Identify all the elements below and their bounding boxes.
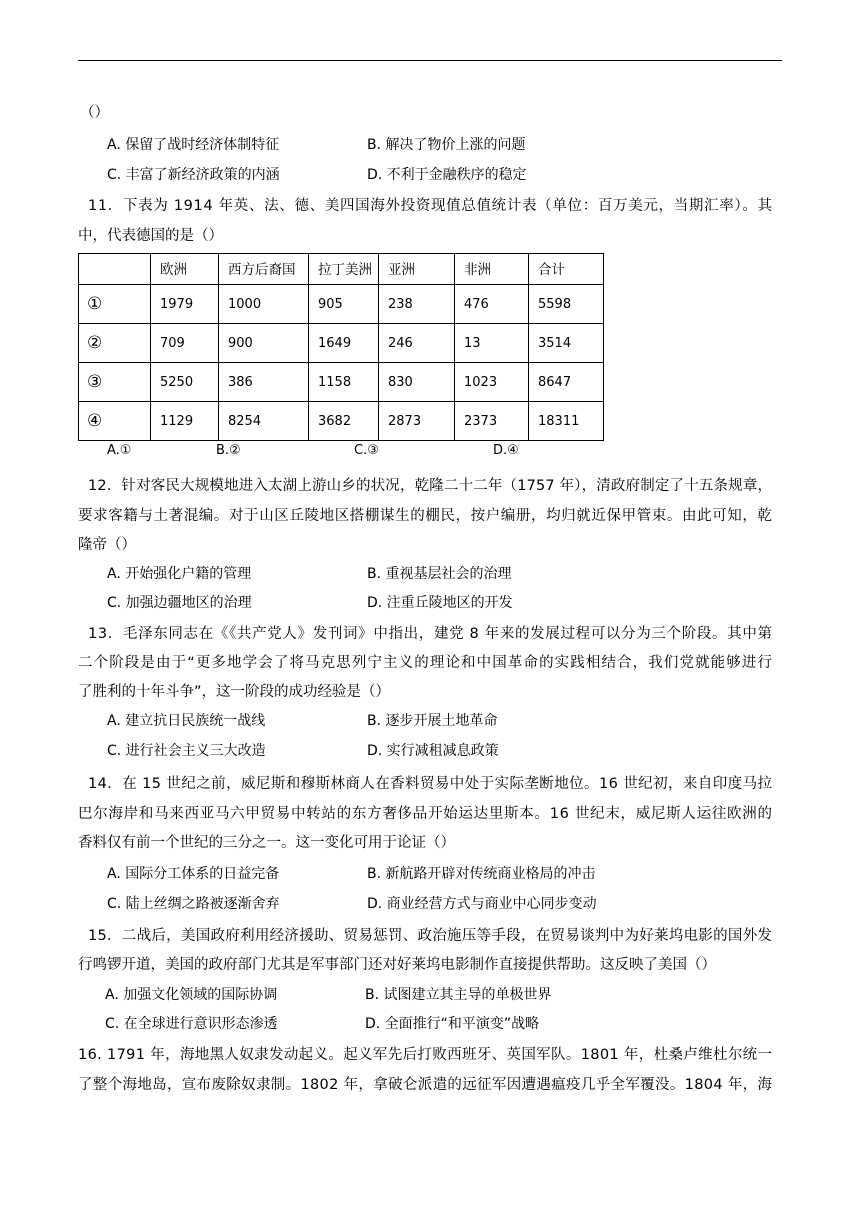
q13-stem-line-2: 二个阶段是由于“更多地学会了将马克思列宁主义的理论和中国革命的实践相结合，我们党就能够进行 [78,655,774,671]
table-cell: 238 [379,285,455,324]
q15-stem-line-1: 15．二战后，美国政府利用经济援助、贸易惩罚、政治施压等手段，在贸易谈判中为好莱坞电影的国外发 [88,928,773,944]
q15-option-c: C. 在全球进行意识形态渗透 [105,1016,278,1032]
table-cell: 18311 [529,402,604,441]
header-rule [78,60,782,61]
q14-stem-line-3: 香料仅有前一个世纪的三分之一。这一变化可用于论证（） [78,835,455,851]
table-row [79,363,604,402]
table-row [79,324,604,363]
table-row [79,402,604,441]
q14-option-c: C. 陆上丝绸之路被逐渐舍弃 [107,896,280,912]
table-cell: 709 [151,324,219,363]
table-cell: 246 [379,324,455,363]
q12-stem-line-2: 要求客籍与土著混编。对于山区丘陵地区搭棚谋生的棚民，按户编册，均归就近保甲管束。由此可知，乾 [78,508,773,524]
q14-option-d: D. 商业经营方式与商业中心同步变动 [367,896,597,912]
investment-table [78,253,604,441]
row-label-cell: ② [79,324,151,363]
q11-option-b: B.② [216,443,241,458]
table-header-cell: 合计 [529,254,604,285]
q11-option-d: D.④ [493,443,519,458]
q15-option-b: B. 试图建立其主导的单极世界 [365,987,552,1003]
table-cell: 476 [455,285,529,324]
q14-stem-line-2: 巴尔海岸和马来西亚马六甲贸易中转站的东方奢侈品开始运达里斯本。16 世纪末，威尼斯人运往欧洲的 [78,806,773,822]
table-cell: 386 [219,363,309,402]
table-cell: 830 [379,363,455,402]
row-label-cell: ④ [79,402,151,441]
table-cell: 1023 [455,363,529,402]
q15-option-a: A. 加强文化领域的国际协调 [105,987,278,1003]
q12-stem-line-1: 12．针对客民大规模地进入太湖上游山乡的状况，乾隆二十二年（1757 年），清政府制定了十五条规章， [88,478,773,494]
q11-stem-line-1: 11．下表为 1914 年英、法、德、美四国海外投资现值总值统计表（单位：百万美元，当期汇率）。其 [88,198,773,214]
table-header-cell: 亚洲 [379,254,455,285]
table-cell: 3514 [529,324,604,363]
q15-option-d: D. 全面推行“和平演变”战略 [365,1016,540,1032]
q12-option-a: A. 开始强化户籍的管理 [107,566,252,582]
table-cell: 1979 [151,285,219,324]
table-cell: 1158 [309,363,379,402]
q12-option-d: D. 注重丘陵地区的开发 [367,595,513,611]
q13-option-a: A. 建立抗日民族统一战线 [107,713,266,729]
q13-option-b: B. 逐步开展土地革命 [367,713,498,729]
table-cell: 1649 [309,324,379,363]
table-cell: 13 [455,324,529,363]
table-cell: 900 [219,324,309,363]
q13-option-d: D. 实行减租减息政策 [367,743,499,759]
table-cell: 5598 [529,285,604,324]
q10-option-a: A. 保留了战时经济体制特征 [107,137,280,153]
table-header-cell: 欧洲 [151,254,219,285]
row-label-cell: ① [79,285,151,324]
q13-stem-line-1: 13．毛泽东同志在《《共产党人》发刊词》中指出，建党 8 年来的发展过程可以分为三个阶段。其中第 [88,626,773,642]
table-cell: 1129 [151,402,219,441]
q10-option-c: C. 丰富了新经济政策的内涵 [107,167,280,183]
table-cell: 8647 [529,363,604,402]
q10-option-b: B. 解决了物价上涨的问题 [367,137,526,153]
table-cell: 2373 [455,402,529,441]
q12-option-b: B. 重视基层社会的治理 [367,566,512,582]
table-header-cell: 西方后裔国 [219,254,309,285]
table-header-cell: 拉丁美洲 [309,254,379,285]
q13-stem-line-3: 了胜利的十年斗争”，这一阶段的成功经验是（） [78,684,391,700]
table-cell: 5250 [151,363,219,402]
q10-stem-tail: （） [80,105,109,121]
row-label-cell: ③ [79,363,151,402]
table-cell: 8254 [219,402,309,441]
q10-option-d: D. 不利于金融秩序的稳定 [367,167,527,183]
q14-option-b: B. 新航路开辟对传统商业格局的冲击 [367,866,596,882]
q14-option-a: A. 国际分工体系的日益完备 [107,866,280,882]
q12-stem-line-3: 隆帝（） [78,537,136,553]
q15-stem-line-2: 行鸣锣开道，美国的政府部门尤其是军事部门还对好莱坞电影制作直接提供帮助。这反映了美国（） [78,957,716,973]
q11-stem-line-2: 中，代表德国的是（） [78,228,223,244]
q12-option-c: C. 加强边疆地区的治理 [107,595,252,611]
q13-option-c: C. 进行社会主义三大改造 [107,743,266,759]
table-cell: 905 [309,285,379,324]
q11-option-a: A.① [107,443,132,458]
table-header-row [79,254,604,285]
table-cell: 3682 [309,402,379,441]
table-header-cell: 非洲 [455,254,529,285]
table-row [79,285,604,324]
q16-stem-line-1: 16. 1791 年，海地黑人奴隶发动起义。起义军先后打败西班牙、英国军队。1801 年，杜桑卢维杜尔统一 [78,1047,773,1063]
q14-stem-line-1: 14．在 15 世纪之前，威尼斯和穆斯林商人在香料贸易中处于实际垄断地位。16 世纪初，来自印度马拉 [88,776,773,792]
table-cell: 2873 [379,402,455,441]
table-cell: 1000 [219,285,309,324]
q11-option-c: C.③ [354,443,379,458]
q16-stem-line-2: 了整个海地岛，宣布废除奴隶制。1802 年，拿破仑派遣的远征军因遭遇瘟疫几乎全军覆没。1804 年，海 [78,1077,773,1093]
table-header-cell [79,254,151,285]
